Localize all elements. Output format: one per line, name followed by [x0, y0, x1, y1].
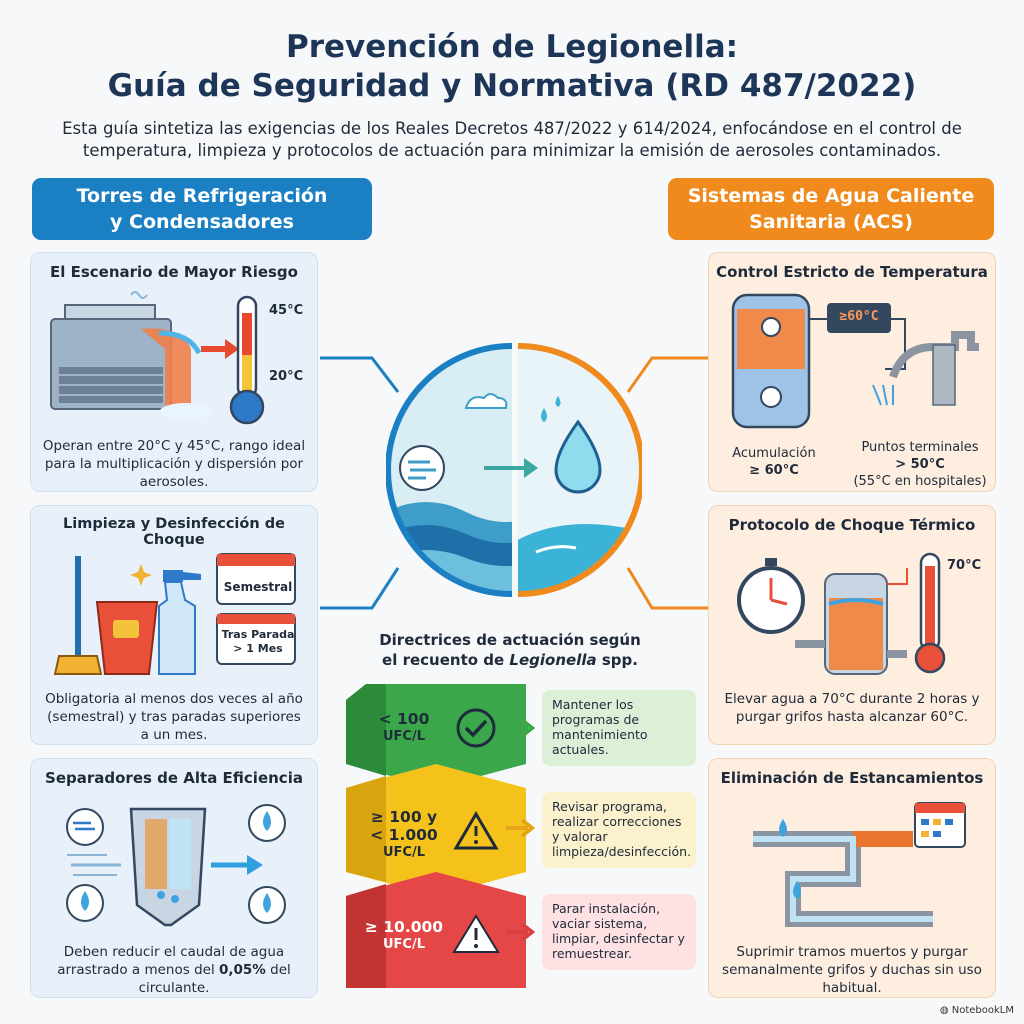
brand-icon: ◍ — [939, 1005, 952, 1016]
tier-yellow-line3: UFC/L — [382, 845, 425, 860]
card-thermal-shock — [708, 505, 996, 745]
temp-70-label: 70°C — [947, 558, 982, 573]
tier-yellow-level — [356, 808, 452, 862]
card-eliminate-stagnation — [708, 758, 996, 998]
banner-left-line1: Torres de Refrigeración — [76, 185, 328, 207]
center-water-circle — [386, 342, 642, 600]
calendar-stop-label: Tras Parada > 1 Mes — [221, 628, 295, 655]
card-highest-risk — [30, 252, 318, 492]
title-line-2: Guía de Seguridad y Normativa (RD 487/2022) — [107, 68, 917, 104]
label-terminal-points — [849, 439, 991, 490]
card-text: Operan entre 20°C y 45°C, rango ideal para la multiplicación y dispersión por aerosoles. — [42, 438, 306, 490]
card-title: Control Estricto de Temperatura — [716, 263, 988, 281]
cooling-tower-icon — [41, 289, 241, 429]
card-text: Suprimir tramos muertos y purgar semanalmente grifos y duchas sin uso habitual. — [722, 944, 982, 996]
label-accumulation — [719, 445, 829, 479]
label-b-line2: > 50°C — [895, 457, 945, 472]
card-title: Protocolo de Choque Térmico — [728, 516, 976, 534]
tier-red-level — [356, 918, 452, 954]
label-a-line2: ≥ 60°C — [749, 463, 799, 478]
title-post: spp. — [596, 651, 638, 669]
title-italic: Legionella — [509, 651, 597, 669]
card-title: Separadores de Alta Eficiencia — [45, 769, 303, 787]
pipes-calendar-icon — [743, 799, 969, 929]
directives-title — [360, 630, 660, 670]
brand-watermark — [940, 1005, 1014, 1016]
title-line-1: Prevención de Legionella: — [285, 29, 739, 65]
tier-green-line1: < 100 — [378, 710, 430, 728]
calendar-semestral-label: Semestral — [223, 580, 293, 594]
stopwatch-tank-icon — [733, 544, 973, 684]
card-temperature-control — [708, 252, 996, 492]
banner-right-line2: Sanitaria (ACS) — [749, 211, 913, 233]
tier-yellow-line2: < 1.000 — [370, 826, 438, 844]
tier-green-level — [360, 710, 448, 746]
text-post: del circulante. — [138, 962, 291, 996]
banner-right-line1: Sistemas de Agua Caliente — [687, 185, 975, 207]
card-cleaning-disinfection — [30, 505, 318, 745]
title-pre: el recuento de — [382, 651, 510, 669]
label-a-line1: Acumulación — [732, 446, 816, 461]
text-pre: Deben reducir el caudal de agua arrastrado a menos del — [57, 944, 285, 978]
text-bold-value: 0,05% — [219, 962, 266, 978]
tier-green-line2: UFC/L — [382, 729, 425, 744]
card-title: Limpieza y Desinfección de Choque — [63, 516, 285, 548]
separator-filter-icon — [61, 795, 291, 935]
directives-title-line2 — [360, 650, 660, 670]
action-green: Mantener los programas de mantenimiento actuales. — [542, 690, 696, 766]
card-title: El Escenario de Mayor Riesgo — [50, 263, 298, 281]
card-text — [41, 943, 307, 997]
temp-low-label: 20°C — [269, 369, 304, 384]
action-red: Parar instalación, vaciar sistema, limpiar, desinfectar y remuestrear. — [542, 894, 696, 970]
tier-yellow-line1: ≥ 100 y — [370, 808, 438, 826]
action-yellow: Revisar programa, realizar correcciones y valorar limpieza/desinfección. — [542, 792, 696, 868]
temperature-display: ≥60°C — [839, 309, 879, 324]
thermometer-icon — [227, 293, 267, 433]
card-high-efficiency-separators — [30, 758, 318, 998]
label-b-line1: Puntos terminales — [861, 440, 979, 455]
cleaning-supplies-icon — [45, 552, 213, 682]
subtitle: Esta guía sintetiza las exigencias de los Reales Decretos 487/2022 y 614/2024, enfocándose en el control de temperatura, limpieza y protocolos de actuación para minimizar la emisión de aerosoles contaminados. — [62, 119, 962, 160]
tier-red-line1: ≥ 10.000 — [364, 918, 444, 936]
card-title: Eliminación de Estancamientos — [720, 769, 984, 787]
label-b-line3: (55°C en hospitales) — [853, 474, 987, 489]
directives-title-line1: Directrices de actuación según — [379, 631, 641, 649]
temp-high-label: 45°C — [269, 303, 304, 318]
card-text: Obligatoria al menos dos veces al año (semestral) y tras paradas superiores a un mes. — [45, 691, 303, 743]
tier-red-line2: UFC/L — [382, 937, 425, 952]
card-text: Elevar agua a 70°C durante 2 horas y purgar grifos hasta alcanzar 60°C. — [724, 691, 980, 725]
brand-label: NotebookLM — [951, 1005, 1014, 1016]
banner-left-line2: y Condensadores — [110, 211, 294, 233]
